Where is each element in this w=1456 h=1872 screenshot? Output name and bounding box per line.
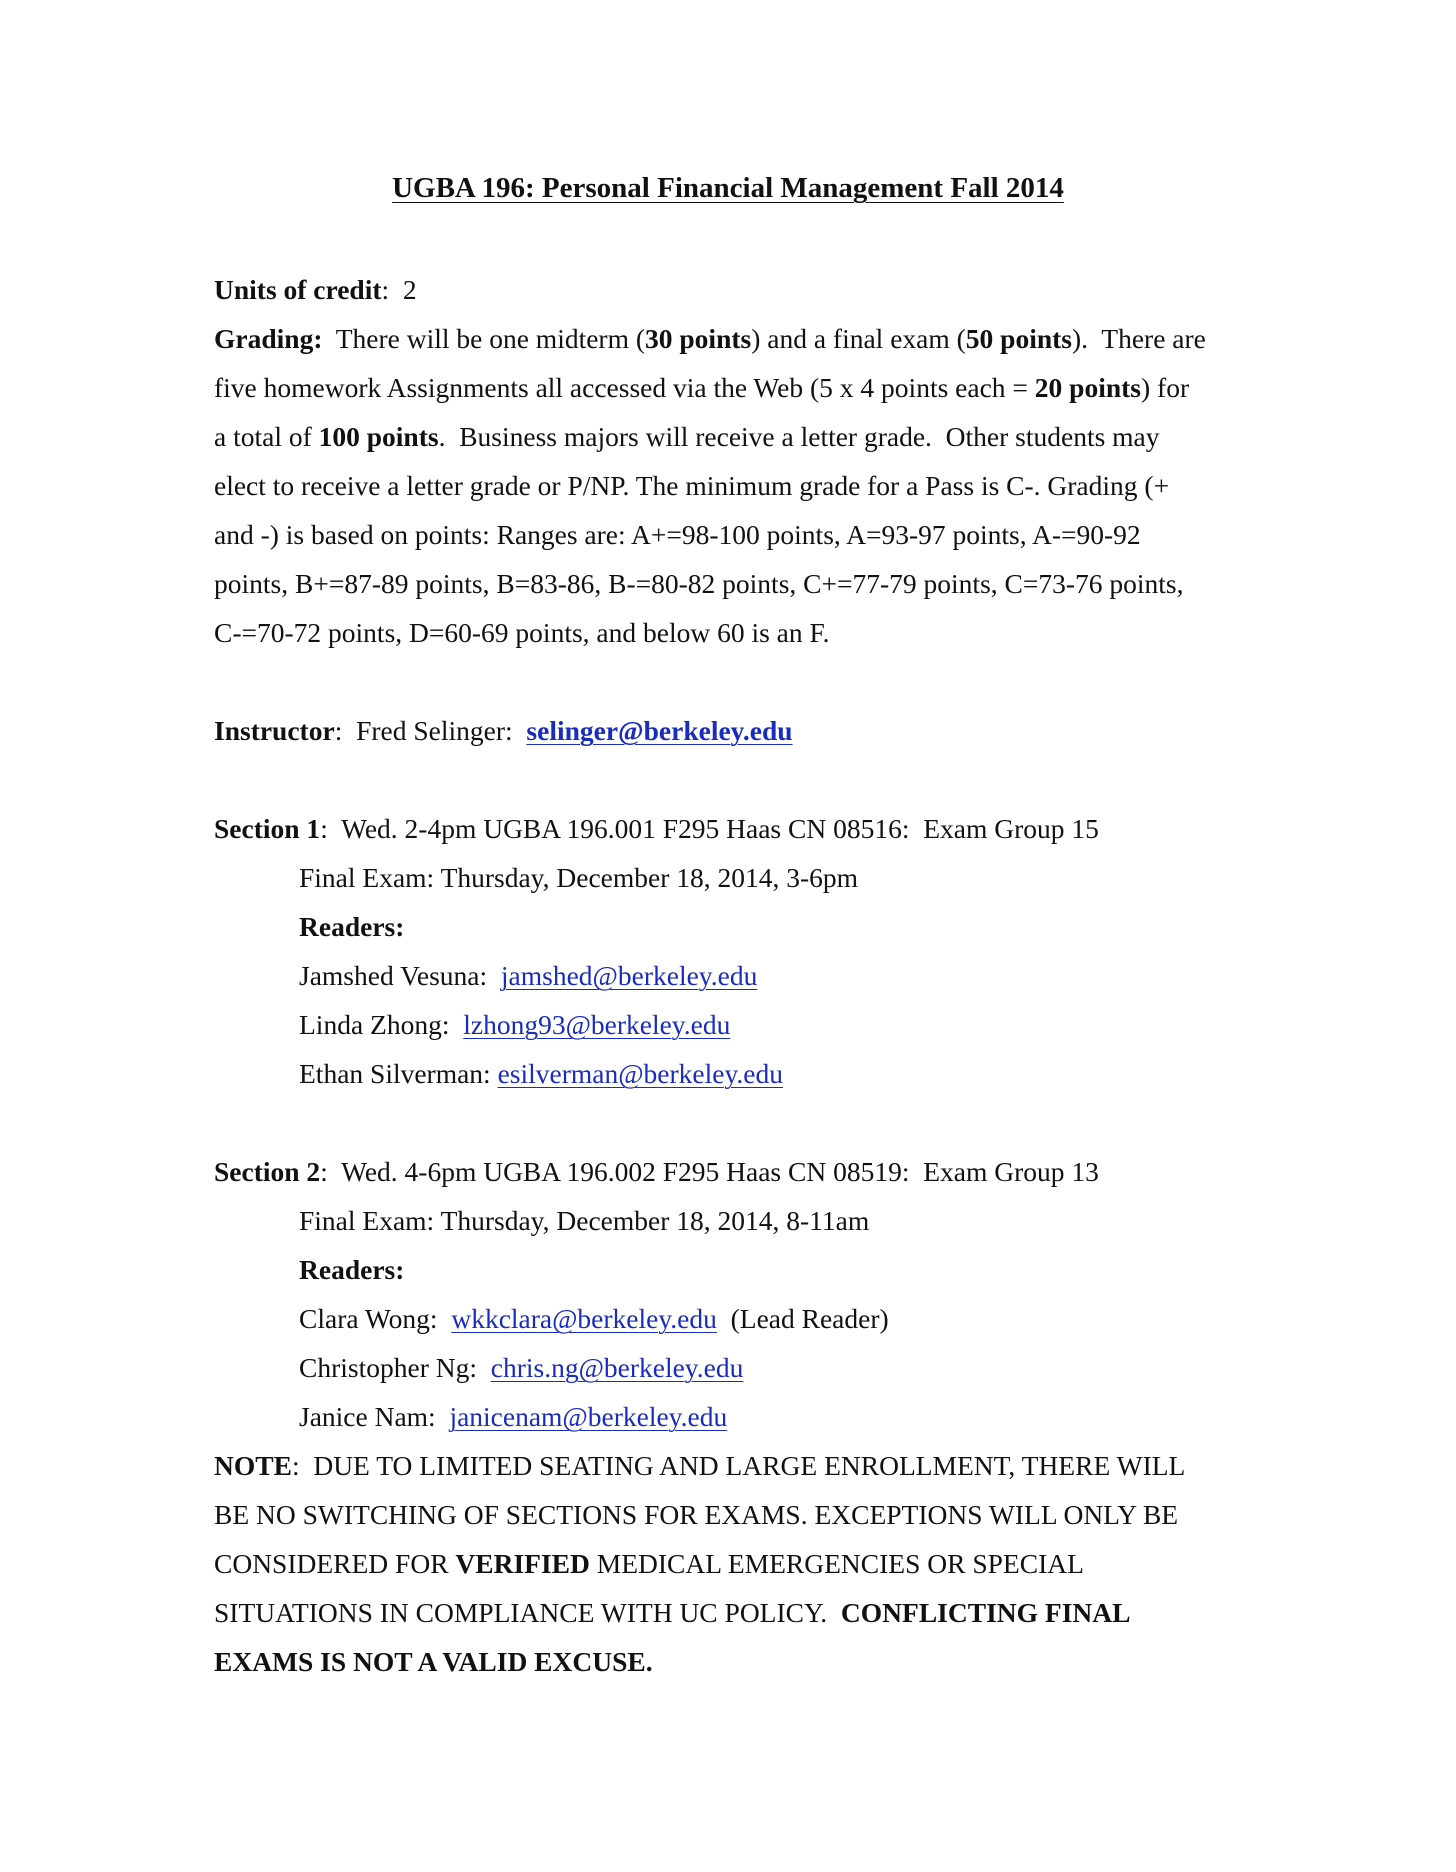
- grading-text: ) for: [1141, 372, 1190, 403]
- reader-email-link[interactable]: esilverman@berkeley.edu: [497, 1058, 784, 1089]
- instructor-line: [214, 706, 1249, 755]
- section1-info: : Wed. 2-4pm UGBA 196.001 F295 Haas CN 08516: Exam Group 15: [320, 813, 1099, 844]
- readers-label: Readers:: [299, 1254, 405, 1285]
- grading-text: a total of: [214, 421, 319, 452]
- spacer: [214, 657, 1249, 706]
- reader-email-link[interactable]: lzhong93@berkeley.edu: [463, 1009, 731, 1040]
- grading-line-3: [214, 412, 1249, 461]
- verified-emphasis: VERIFIED: [455, 1548, 590, 1579]
- note-text: CONSIDERED FOR: [214, 1548, 456, 1579]
- reader-email-link[interactable]: wkkclara@berkeley.edu: [451, 1303, 717, 1334]
- reader-row: [214, 1049, 1249, 1098]
- grading-text: five homework Assignments all accessed via the Web (5 x 4 points each =: [214, 372, 1035, 403]
- note-text: SITUATIONS IN COMPLIANCE WITH UC POLICY.: [214, 1597, 841, 1628]
- reader-name: Ethan Silverman:: [299, 1058, 498, 1089]
- section1-line: [214, 804, 1249, 853]
- reader-name: Christopher Ng:: [299, 1352, 491, 1383]
- section2-readers-heading: [214, 1245, 1249, 1294]
- reader-note: (Lead Reader): [716, 1303, 889, 1334]
- total-points: 100 points: [318, 421, 439, 452]
- instructor-name: : Fred Selinger:: [334, 715, 527, 746]
- note-label: NOTE: [214, 1450, 292, 1481]
- note-line-2: BE NO SWITCHING OF SECTIONS FOR EXAMS. EXCEPTIONS WILL ONLY BE: [214, 1499, 1179, 1530]
- reader-row: [214, 951, 1249, 1000]
- title-text: UGBA 196: Personal Financial Management Fall 2014: [392, 172, 1064, 204]
- note-line-5: [214, 1637, 1249, 1686]
- conflict-emphasis: CONFLICTING FINAL: [840, 1597, 1131, 1628]
- reader-name: Linda Zhong:: [299, 1009, 464, 1040]
- grading-line-6: points, B+=87-89 points, B=83-86, B-=80-82 points, C+=77-79 points, C=73-76 points,: [214, 568, 1184, 599]
- section1-final-exam: Final Exam: Thursday, December 18, 2014, 3-6pm: [299, 862, 859, 893]
- reader-row: [214, 1343, 1249, 1392]
- reader-email-link[interactable]: jamshed@berkeley.edu: [500, 960, 758, 991]
- units-line: [214, 265, 1249, 314]
- note-line-1: [214, 1441, 1249, 1490]
- document-body: [214, 265, 1249, 1686]
- midterm-points: 30 points: [645, 323, 752, 354]
- grading-text: ) and a final exam (: [751, 323, 966, 354]
- grading-text: . Business majors will receive a letter grade. Other students may: [438, 421, 1160, 452]
- conflict-emphasis: EXAMS IS NOT A VALID EXCUSE.: [214, 1646, 653, 1677]
- units-value: : 2: [381, 274, 417, 305]
- reader-email-link[interactable]: janicenam@berkeley.edu: [449, 1401, 728, 1432]
- section2-info: : Wed. 4-6pm UGBA 196.002 F295 Haas CN 08519: Exam Group 13: [320, 1156, 1099, 1187]
- grading-text: There will be one midterm (: [322, 323, 646, 354]
- reader-row: [214, 1392, 1249, 1441]
- reader-email-link[interactable]: chris.ng@berkeley.edu: [490, 1352, 744, 1383]
- section2-label: Section 2: [214, 1156, 321, 1187]
- grading-line-1: [214, 314, 1249, 363]
- spacer: [214, 755, 1249, 804]
- grading-line-4: elect to receive a letter grade or P/NP. The minimum grade for a Pass is C-. Grading (+: [214, 470, 1170, 501]
- instructor-label: Instructor: [214, 715, 335, 746]
- note-text: MEDICAL EMERGENCIES OR SPECIAL: [589, 1548, 1084, 1579]
- final-points: 50 points: [965, 323, 1073, 354]
- note-text: : DUE TO LIMITED SEATING AND LARGE ENROLLMENT, THERE WILL: [291, 1450, 1186, 1481]
- reader-row: [214, 1294, 1249, 1343]
- note-line-4: [214, 1588, 1249, 1637]
- homework-points: 20 points: [1034, 372, 1142, 403]
- grading-line-7: C-=70-72 points, D=60-69 points, and below 60 is an F.: [214, 617, 830, 648]
- grading-line-5: and -) is based on points: Ranges are: A+=98-100 points, A=93-97 points, A-=90-92: [214, 519, 1141, 550]
- reader-name: Janice Nam:: [299, 1401, 450, 1432]
- page-title: [0, 168, 1456, 208]
- reader-name: Jamshed Vesuna:: [299, 960, 501, 991]
- section1-readers-heading: [214, 902, 1249, 951]
- readers-label: Readers:: [299, 911, 405, 942]
- reader-row: [214, 1000, 1249, 1049]
- section1-label: Section 1: [214, 813, 321, 844]
- note-line-3: [214, 1539, 1249, 1588]
- instructor-email-link[interactable]: selinger@berkeley.edu: [526, 715, 793, 746]
- grading-label: Grading:: [214, 323, 323, 354]
- grading-text: ). There are: [1072, 323, 1206, 354]
- spacer: [214, 1098, 1249, 1147]
- grading-line-2: [214, 363, 1249, 412]
- reader-name: Clara Wong:: [299, 1303, 452, 1334]
- section2-final-exam: Final Exam: Thursday, December 18, 2014, 8-11am: [299, 1205, 870, 1236]
- section2-line: [214, 1147, 1249, 1196]
- units-label: Units of credit: [214, 274, 382, 305]
